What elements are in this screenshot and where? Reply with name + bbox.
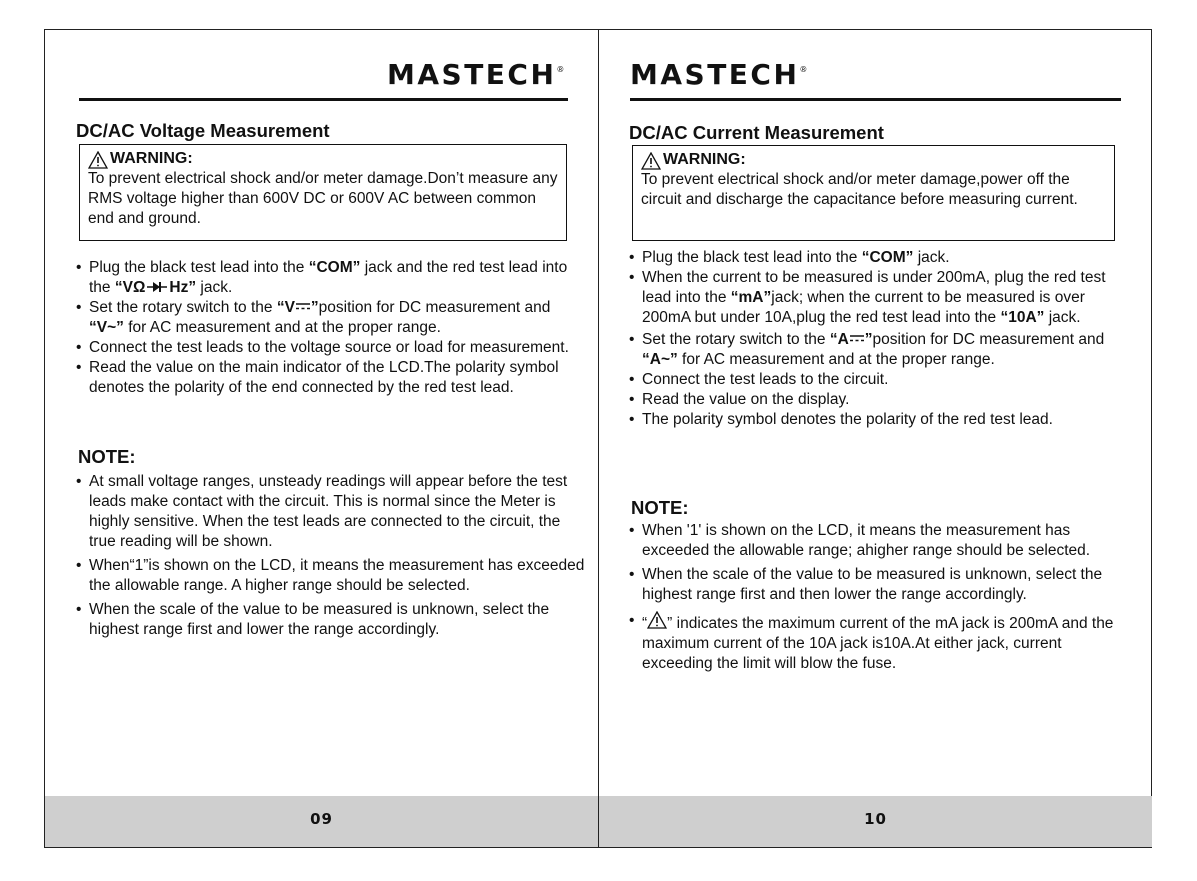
- dc-symbol-icon: [850, 333, 864, 343]
- page-09: [45, 30, 598, 847]
- dc-symbol-icon: [296, 301, 310, 311]
- list-item: • Read the value on the main indicator of the LCD.The polarity symbol denotes the polarity of the end connected by the red test lead.: [76, 358, 576, 398]
- warning-heading: [88, 149, 558, 169]
- current-notes: [629, 521, 1129, 674]
- list-item: • When the current to be measured is under 200mA, plug the red test lead into the “mA”jack; when the current to be measured is over 200mA but under 10A,plug the red test lead into the “10A” jack.: [629, 268, 1129, 328]
- header-rule: [79, 98, 568, 101]
- warning-label: WARNING:: [663, 151, 746, 168]
- current-steps: [629, 248, 1129, 430]
- list-item: • The polarity symbol denotes the polarity of the red test lead.: [629, 410, 1129, 430]
- manual-spread: [44, 29, 1152, 848]
- list-item: • “ ” indicates the maximum current of the mA jack is 200mA and the maximum current of the 10A jack is10A.At either jack, current exceeding the limit will blow the fuse.: [629, 611, 1129, 674]
- header-rule: [630, 98, 1121, 101]
- warning-icon: [647, 611, 667, 629]
- page-10: [599, 30, 1152, 847]
- list-item: • Set the rotary switch to the “V ”position for DC measurement and “V~” for AC measurement and at the proper range.: [76, 298, 576, 338]
- page-number: 10: [864, 810, 887, 828]
- note-heading: NOTE:: [631, 497, 689, 518]
- note-heading: NOTE:: [78, 446, 136, 467]
- list-item: • When the scale of the value to be measured is unknown, select the highest range first and lower the range accordingly.: [76, 600, 586, 640]
- warning-text: To prevent electrical shock and/or meter damage.Don’t measure any RMS voltage higher than 600V DC or 600V AC between common end and ground.: [88, 170, 558, 227]
- list-item: • When“1”is shown on the LCD, it means the measurement has exceeded the allowable range. A higher range should be selected.: [76, 556, 586, 596]
- warning-label: WARNING:: [110, 150, 193, 167]
- diode-icon: [147, 281, 167, 293]
- section-title: DC/AC Voltage Measurement: [76, 120, 330, 141]
- list-item: • Plug the black test lead into the “COM” jack.: [629, 248, 1129, 268]
- list-item: • Connect the test leads to the voltage source or load for measurement.: [76, 338, 576, 358]
- section-title: DC/AC Current Measurement: [629, 122, 884, 143]
- warning-heading: [641, 150, 1106, 170]
- list-item: • Connect the test leads to the circuit.: [629, 370, 1129, 390]
- list-item: • Set the rotary switch to the “A ”position for DC measurement and “A~” for AC measurement and at the proper range.: [629, 330, 1129, 370]
- list-item: • At small voltage ranges, unsteady readings will appear before the test leads make contact with the circuit. This is normal since the Meter is highly sensitive. When the test leads are connected to the circuit, the true reading will be shown.: [76, 472, 586, 552]
- warning-text: To prevent electrical shock and/or meter damage,power off the circuit and discharge the capacitance before measuring current.: [641, 171, 1078, 208]
- list-item: • Plug the black test lead into the “COM” jack and the red test lead into the “VΩ Hz” jack.: [76, 258, 576, 298]
- page-number: 09: [310, 810, 333, 828]
- list-item: • Read the value on the display.: [629, 390, 1129, 410]
- voltage-steps: [76, 258, 576, 398]
- list-item: • When the scale of the value to be measured is unknown, select the highest range first and then lower the range accordingly.: [629, 565, 1129, 605]
- brand-logo: MASTECH®: [387, 58, 565, 91]
- warning-icon: [88, 151, 108, 169]
- voltage-notes: [76, 472, 586, 640]
- warning-icon: [641, 152, 661, 170]
- warning-box: [79, 144, 567, 241]
- page-footer: [45, 796, 598, 847]
- warning-box: [632, 145, 1115, 241]
- brand-logo: MASTECH®: [630, 58, 808, 91]
- list-item: • When '1' is shown on the LCD, it means the measurement has exceeded the allowable range; ahigher range should be selected.: [629, 521, 1129, 561]
- page-footer: [599, 796, 1152, 847]
